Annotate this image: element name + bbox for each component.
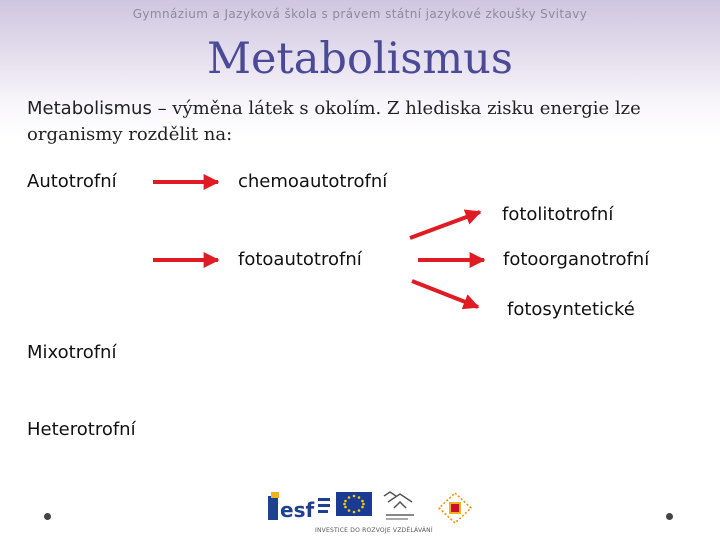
label-fotoautotrofni: fotoautotrofní xyxy=(238,249,362,270)
arrow-fotosynteticke xyxy=(412,281,478,307)
msmt-logo xyxy=(380,490,420,522)
label-fotosynteticke: fotosyntetické xyxy=(507,299,635,320)
label-chemoautotrofni: chemoautotrofní xyxy=(238,171,388,192)
label-autotrofni: Autotrofní xyxy=(27,171,117,192)
arrow-fotolitotrofni xyxy=(410,212,480,238)
esf-logo xyxy=(268,492,330,526)
school-name: Gymnázium a Jazyková škola s právem státní jazykové zkoušky Svitavy xyxy=(132,7,588,21)
label-fotoorganotrofni: fotoorganotrofní xyxy=(503,249,650,270)
eu-flag-logo xyxy=(336,492,372,520)
label-fotolitotrofni: fotolitotrofní xyxy=(502,204,614,225)
left-bullet-dot xyxy=(44,513,51,520)
svg-text:esf: esf xyxy=(280,498,315,522)
label-heterotrofni: Heterotrofní xyxy=(27,419,136,440)
intro-term: Metabolismus xyxy=(27,98,152,119)
label-mixotrofni: Mixotrofní xyxy=(27,342,117,363)
footer-text: INVESTICE DO ROZVOJE VZDĚLÁVÁNÍ xyxy=(315,527,433,534)
right-bullet-dot xyxy=(666,513,673,520)
op-vk-logo xyxy=(438,492,472,524)
intro-definition: – výměna látek s okolím. Z hlediska zisku energie lze organismy rozdělit na: xyxy=(27,98,641,145)
slide-title: Metabolismus xyxy=(207,34,513,84)
